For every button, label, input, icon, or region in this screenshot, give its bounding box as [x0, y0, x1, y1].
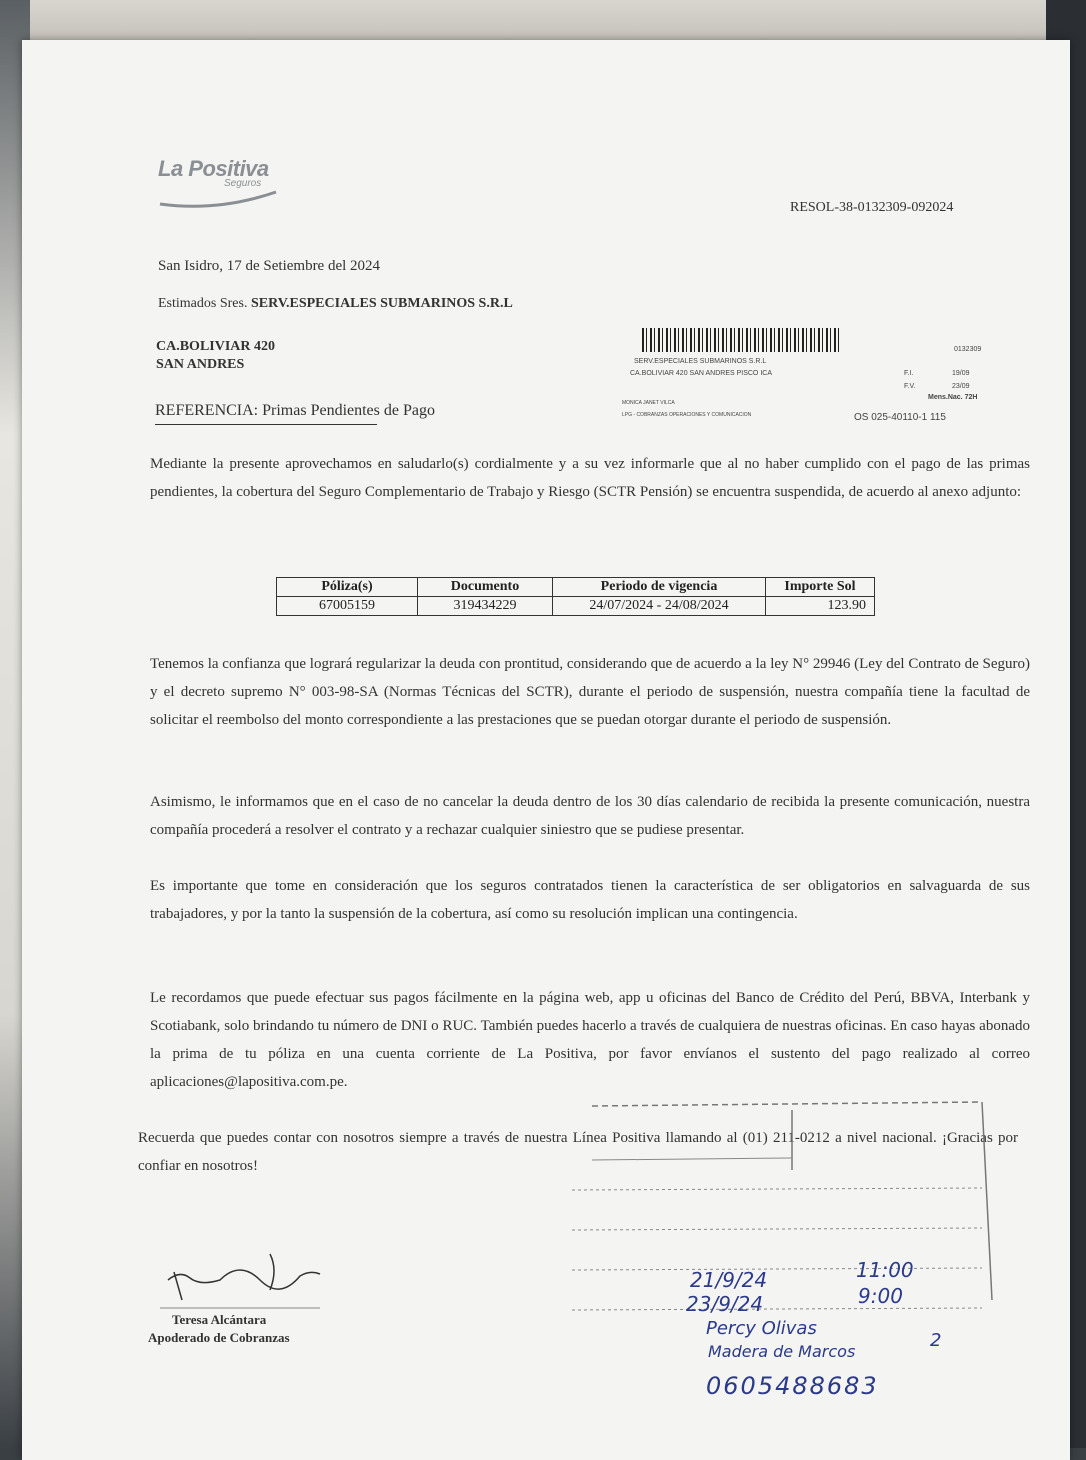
paragraph-4: Es importante que tome en consideración que los seguros contratados tienen la característica de ser obligatorios en salvaguarda de sus trabajadores, y por la tanto la suspensión de la cobertura, así como su resolución implican una contingencia.: [150, 878, 1030, 922]
address-line-1: CA.BOLIVIAR 420: [156, 339, 276, 354]
greeting: [158, 296, 513, 312]
paragraph-2: Tenemos la confianza que logrará regularizar la deuda con prontitud, considerando que de acuerdo a la ley N° 29946 (Ley del Contrato de Seguro) y el decreto supremo N° 003-98-SA (Normas Técnicas del SCTR), durante el periodo de suspensión, nuestra compañía tiene la facultad de solicitar el reembolso del monto correspondiente a las prestaciones que se puedan otorgar durante el periodo de suspensión.: [150, 656, 1030, 728]
label-agent: MONICA JANET VILCA: [622, 400, 675, 406]
handwritten-number: 2: [930, 1330, 942, 1351]
label-fv: 23/09: [952, 383, 970, 390]
label-fi-label: F.I.: [904, 370, 914, 377]
paragraph-6: Recuerda que puedes contar con nosotros siempre a través de nuestra Línea Positiva llamando al (01) 211-0212 a nivel nacional. ¡Gracias por confiar en nosotros!: [138, 1130, 1018, 1174]
handwritten-name-2: Madera de Marcos: [708, 1342, 856, 1361]
header-documento: Documento: [418, 578, 553, 597]
signer-name: Teresa Alcántara: [172, 1312, 267, 1327]
handwritten-date-1: 21/9/24: [690, 1268, 768, 1292]
label-fv-label: F.V.: [904, 383, 916, 390]
paragraph-1: Mediante la presente aprovechamos en saludarlo(s) cordialmente y a su vez informarle que al no haber cumplido con el pago de las primas pendientes, la cobertura del Seguro Complementario de Trabajo y Riesgo (SCTR Pensión) se encuentra suspendida, de acuerdo al anexo adjunto:: [150, 456, 1030, 500]
table-header-row: [277, 578, 875, 597]
handwritten-name-1: Percy Olivas: [706, 1318, 817, 1339]
cell-periodo: 24/07/2024 - 24/08/2024: [553, 597, 766, 616]
handwritten-phone: 0605488683: [706, 1372, 879, 1400]
cell-documento: 319434229: [418, 597, 553, 616]
logo-swoosh-icon: [158, 190, 278, 210]
header-importe: Importe Sol: [766, 578, 875, 597]
address-line-2: SAN ANDRES: [156, 357, 245, 372]
handwritten-time-1: 11:00: [856, 1258, 914, 1282]
reference-code: RESOL-38-0132309-092024: [790, 200, 954, 215]
signer-role: Apoderado de Cobranzas: [148, 1330, 290, 1345]
reference-underline: [155, 424, 377, 425]
greeting-prefix: Estimados Sres.: [158, 296, 248, 311]
company-logo: [158, 156, 269, 189]
company-name: SERV.ESPECIALES SUBMARINOS S.R.L: [250, 296, 513, 311]
mailing-label: [622, 316, 1008, 432]
paragraph-3: Asimismo, le informamos que en el caso de no cancelar la deuda dentro de los 30 días calendario de recibida la presente comunicación, nuestra compañía procederá a resolver el contrato y a rechazar cualquier siniestro que se pudiese presentar.: [150, 794, 1030, 838]
logo-brand: La Positiva: [158, 156, 269, 181]
logo-sub: Seguros: [224, 178, 262, 189]
handwritten-date-2: 23/9/24: [686, 1292, 764, 1316]
label-code: 0132309: [954, 346, 982, 353]
cell-poliza: 67005159: [277, 597, 418, 616]
reference-subject: REFERENCIA: Primas Pendientes de Pago: [155, 402, 435, 419]
cell-importe: 123.90: [766, 597, 875, 616]
header-periodo: Periodo de vigencia: [553, 578, 766, 597]
label-name: SERV.ESPECIALES SUBMARINOS S.R.L: [634, 358, 767, 365]
header-poliza: Póliza(s): [277, 578, 418, 597]
label-fi: 19/09: [952, 370, 970, 377]
letter-date: San Isidro, 17 de Setiembre del 2024: [158, 258, 381, 274]
signature-icon: [160, 1250, 330, 1316]
label-mens: Mens.Nac. 72H: [928, 394, 978, 401]
label-dept: LPG - COBRANZAS OPERACIONES Y COMUNICACION: [622, 412, 752, 418]
address-block: [156, 338, 275, 374]
handwritten-time-2: 9:00: [858, 1284, 903, 1308]
table-row: [277, 597, 875, 616]
label-os: OS 025-40110-1 115: [854, 412, 946, 423]
barcode-icon: [642, 328, 842, 352]
label-address: CA.BOLIVIAR 420 SAN ANDRES PISCO ICA: [630, 370, 772, 377]
paragraph-5: Le recordamos que puede efectuar sus pagos fácilmente en la página web, app u oficinas del Banco de Crédito del Perú, BBVA, Interbank y Scotiabank, solo brindando tu número de DNI o RUC. También puedes hacerlo a través de cualquiera de nuestras oficinas. En caso hayas abonado la prima de tu póliza en una cuenta corriente de La Positiva, por favor envíanos el sustento del pago realizado al correo aplicaciones@lapositiva.com.pe.: [150, 990, 1030, 1090]
policy-table: [276, 577, 875, 616]
